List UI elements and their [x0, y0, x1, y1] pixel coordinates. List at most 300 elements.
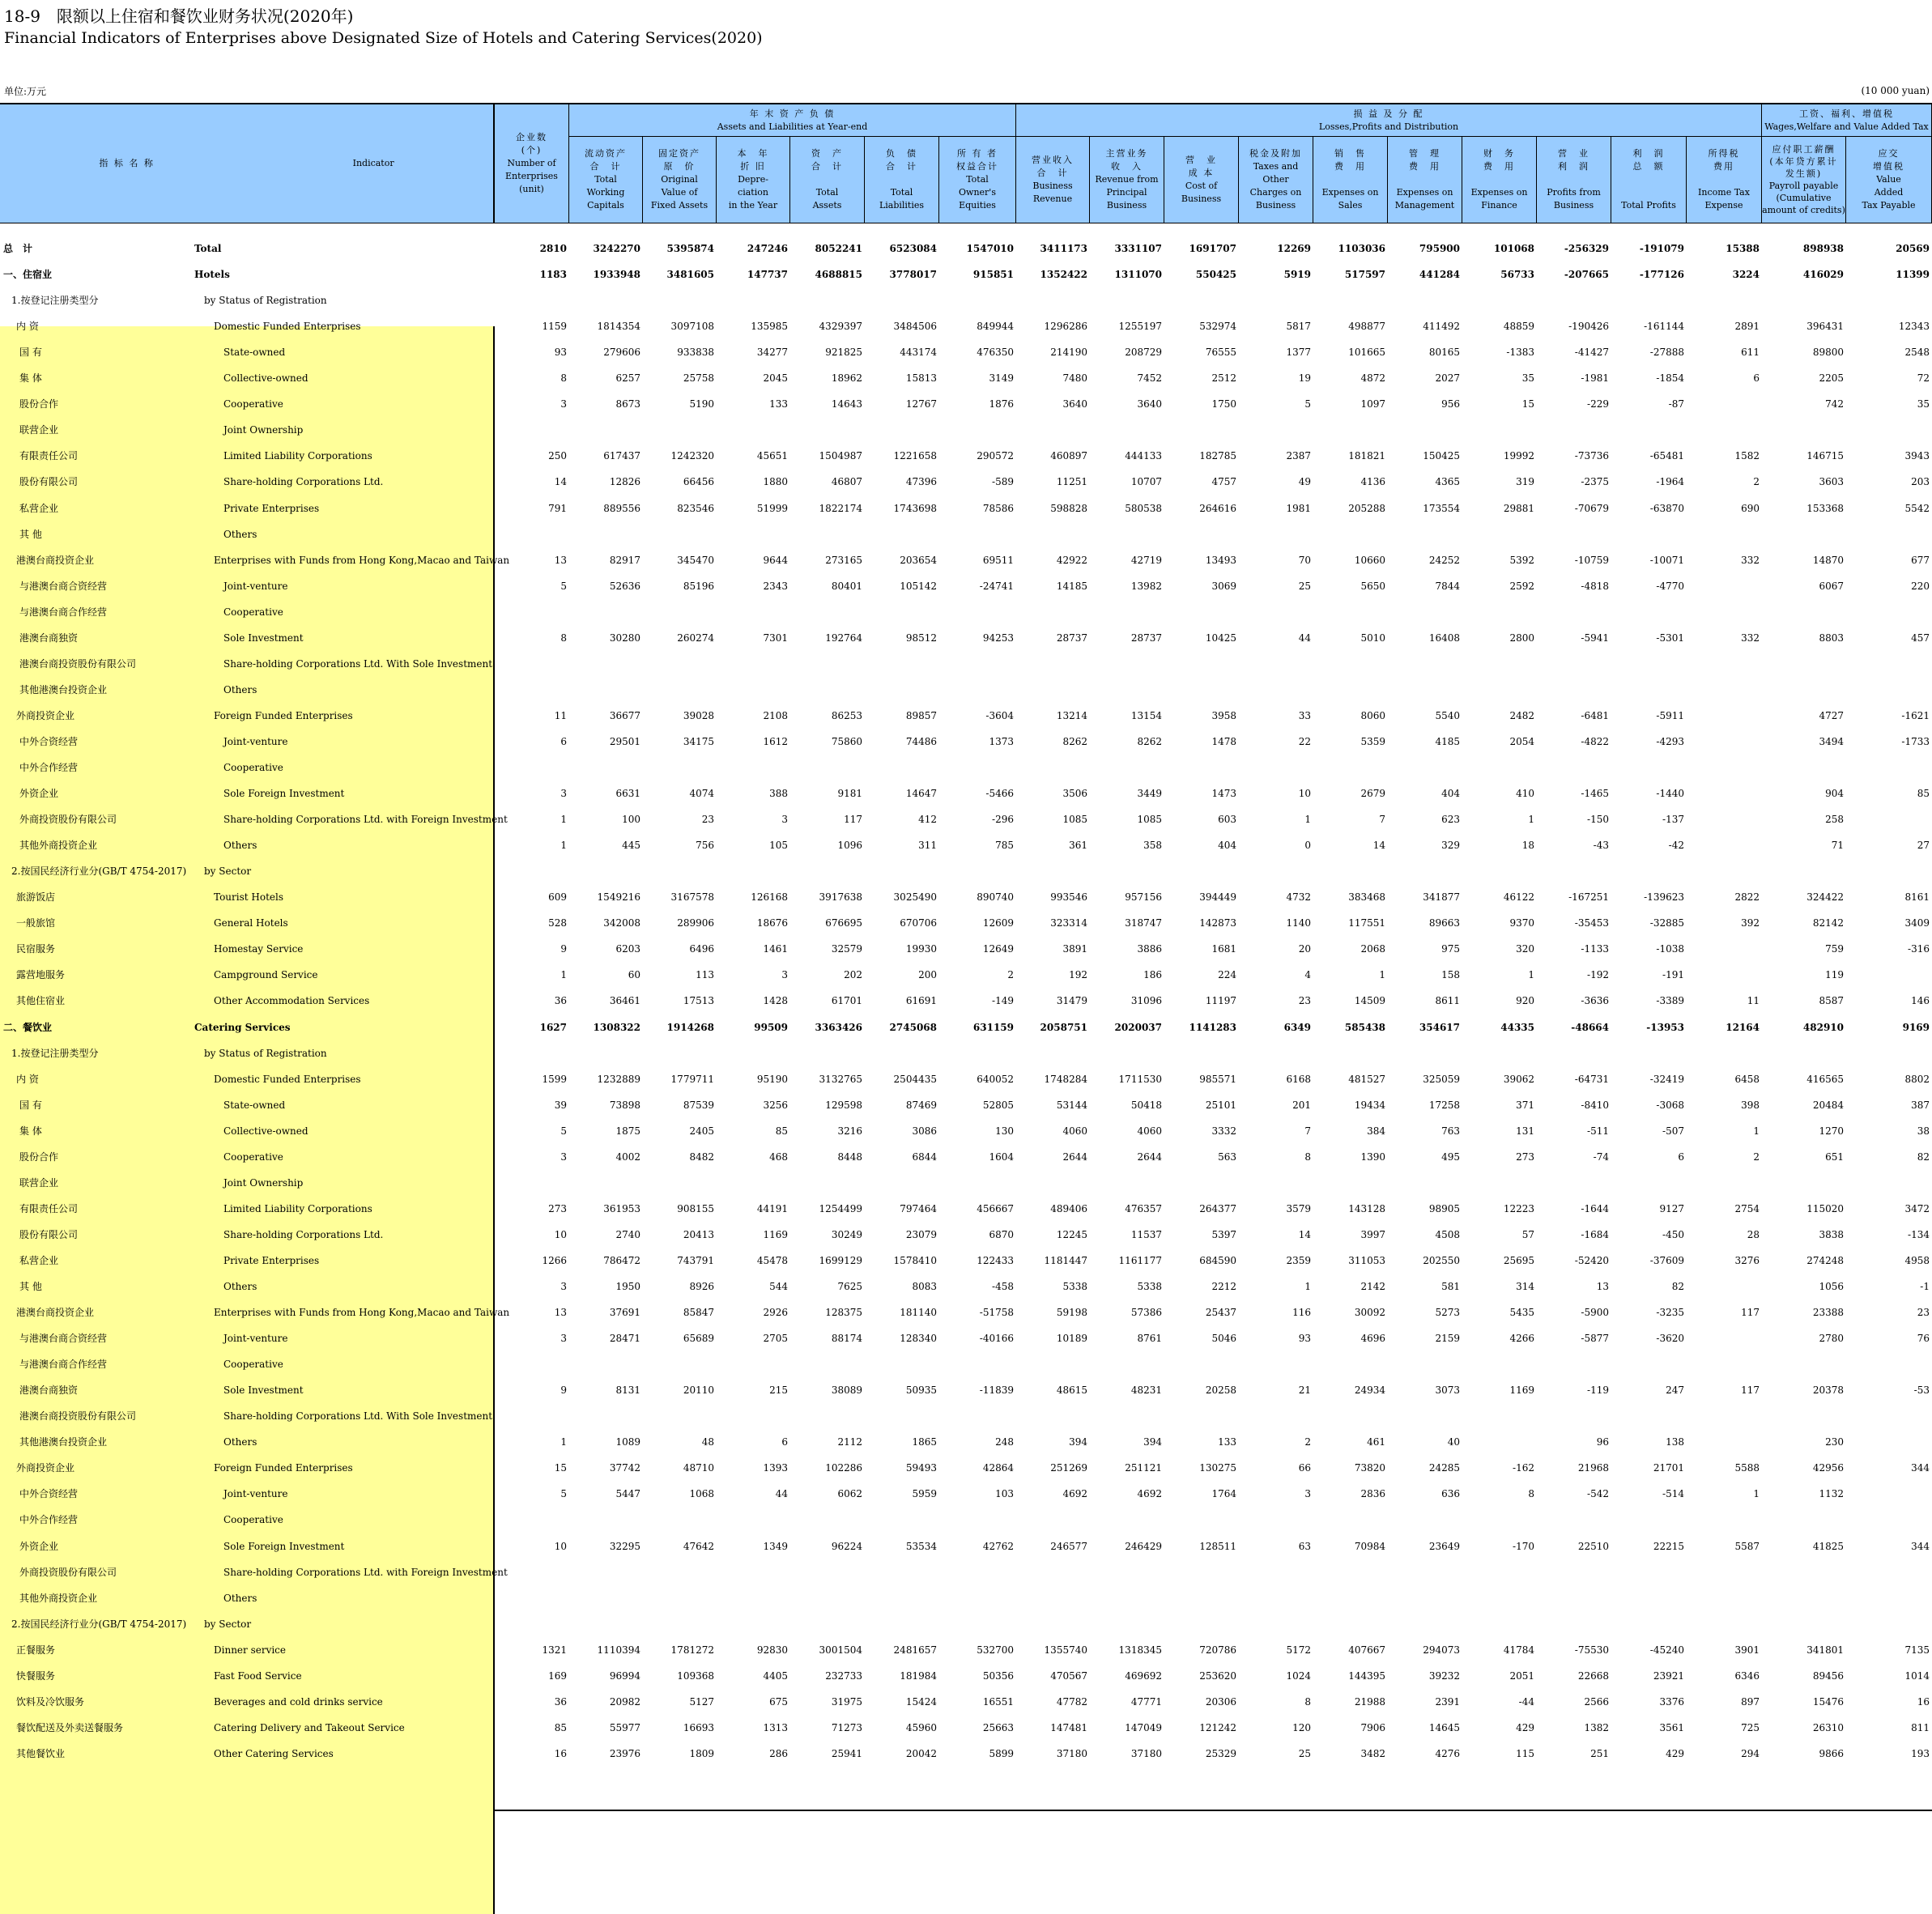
cell-col-11: 117551 — [1348, 917, 1385, 929]
unit-label-cn: 单位:万元 — [4, 86, 47, 97]
cell-col-1: 55977 — [609, 1721, 640, 1733]
indicator-header-cn: 指 标 名 称 — [99, 158, 155, 168]
cell-col-8: 469692 — [1125, 1669, 1162, 1682]
cell-col-6: 1373 — [989, 735, 1014, 747]
cell-col-15: -1440 — [1656, 788, 1684, 800]
cell-col-2: 85196 — [683, 580, 714, 592]
cell-col-8: 208729 — [1125, 347, 1162, 359]
cell-col-12: 411492 — [1423, 321, 1460, 333]
cell-col-7: 48615 — [1056, 1384, 1087, 1397]
cell-col-2: 17513 — [683, 995, 714, 1007]
row-label-cn: 内 资 — [16, 321, 39, 333]
cell-col-3: 126168 — [751, 891, 788, 904]
table-row — [0, 1403, 1932, 1429]
cell-col-15: 21701 — [1653, 1462, 1684, 1474]
table-row — [0, 755, 1932, 780]
row-label-en: Others — [223, 1436, 257, 1448]
cell-col-15: 9127 — [1659, 1202, 1684, 1214]
row-label-cn: 中外合资经营 — [19, 735, 79, 747]
cell-col-18: 20569 — [1896, 243, 1930, 254]
cell-col-9: 20258 — [1205, 1384, 1236, 1397]
cell-col-0: 5 — [560, 580, 567, 592]
cell-col-3: 6 — [781, 1436, 788, 1448]
cell-col-4: 129598 — [825, 1099, 862, 1111]
cell-col-1: 20982 — [609, 1695, 640, 1708]
cell-col-6: 94253 — [982, 632, 1014, 644]
cell-col-10: 5172 — [1286, 1644, 1311, 1656]
cell-col-9: 1764 — [1211, 1488, 1236, 1500]
cell-col-2: 756 — [696, 840, 714, 852]
cell-col-6: -3604 — [985, 709, 1014, 721]
row-label-en: Others — [223, 1281, 257, 1292]
cell-col-6: 103 — [995, 1488, 1014, 1500]
cell-col-9: 76555 — [1205, 347, 1236, 359]
row-label-cn: 港澳台商投资股份有限公司 — [19, 657, 137, 670]
cell-col-7: 7480 — [1062, 372, 1087, 385]
cell-col-3: 9644 — [763, 554, 788, 566]
cell-col-0: 11 — [554, 709, 567, 721]
cell-col-2: 908155 — [677, 1202, 714, 1214]
cell-col-7: 28737 — [1056, 632, 1087, 644]
cell-col-7: 1355740 — [1044, 1644, 1087, 1656]
cell-col-11: 2142 — [1360, 1281, 1385, 1292]
cell-col-9: 1141283 — [1189, 1021, 1236, 1033]
row-label-cn: 其他港澳台投资企业 — [19, 1436, 108, 1448]
cell-col-6: 915851 — [972, 269, 1014, 281]
column-header-9: 营 业 成 本 Cost of Business — [1164, 137, 1239, 223]
cell-col-16: 6 — [1753, 372, 1760, 385]
cell-col-5: 6844 — [912, 1151, 937, 1163]
cell-col-17: 3494 — [1819, 735, 1844, 747]
cell-col-3: 7301 — [763, 632, 788, 644]
cell-col-12: 5273 — [1435, 1307, 1460, 1319]
cell-col-16: 12164 — [1726, 1021, 1760, 1033]
cell-col-10: 44 — [1298, 632, 1311, 644]
row-label-cn: 与港澳台商合资经营 — [19, 1333, 108, 1345]
cell-col-5: 47396 — [905, 476, 937, 488]
cell-col-10: 201 — [1292, 1099, 1311, 1111]
cell-col-6: 456667 — [977, 1202, 1014, 1214]
cell-col-12: 4508 — [1435, 1228, 1460, 1240]
cell-col-17: 742 — [1825, 398, 1844, 410]
cell-col-15: -32885 — [1649, 917, 1684, 929]
cell-col-17: 396431 — [1806, 321, 1844, 333]
cell-col-6: 248 — [995, 1436, 1014, 1448]
cell-col-7: 4692 — [1062, 1488, 1087, 1500]
cell-col-18: 3409 — [1904, 917, 1930, 929]
cell-col-3: 3 — [781, 969, 788, 981]
cell-col-7: 47782 — [1056, 1695, 1087, 1708]
cell-col-3: 34277 — [756, 347, 788, 359]
cell-col-10: 0 — [1304, 840, 1311, 852]
cell-col-11: 7906 — [1360, 1721, 1385, 1733]
cell-col-1: 6203 — [615, 943, 640, 955]
cell-col-13: 2800 — [1509, 632, 1534, 644]
row-label-en: Share-holding Corporations Ltd. With Sole Investment — [223, 1410, 493, 1423]
cell-col-11: 585438 — [1344, 1021, 1385, 1033]
cell-col-1: 37691 — [609, 1307, 640, 1319]
cell-col-13: -162 — [1513, 1462, 1534, 1474]
row-label-cn: 股份合作 — [19, 1151, 59, 1163]
cell-col-6: 5899 — [989, 1747, 1014, 1759]
cell-col-15: 247 — [1666, 1384, 1684, 1397]
cell-col-0: 5 — [560, 1125, 567, 1137]
cell-col-17: 14870 — [1812, 554, 1844, 566]
cell-col-18: 8161 — [1904, 891, 1930, 904]
cell-col-11: 384 — [1367, 1125, 1385, 1137]
table-row — [0, 1559, 1932, 1585]
cell-col-7: 3891 — [1062, 943, 1087, 955]
cell-col-14: -75530 — [1574, 1644, 1609, 1656]
cell-col-1: 52636 — [609, 580, 640, 592]
cell-col-17: 3603 — [1819, 476, 1844, 488]
cell-col-7: 361 — [1069, 840, 1087, 852]
cell-col-14: -41427 — [1574, 347, 1609, 359]
row-label-cn: 总 计 — [3, 243, 33, 254]
row-label-cn: 股份合作 — [19, 398, 59, 410]
table-row — [0, 1196, 1932, 1222]
cell-col-7: 11251 — [1056, 476, 1087, 488]
row-label-en: Others — [223, 840, 257, 852]
cell-col-11: 181821 — [1348, 450, 1385, 462]
cell-col-5: 443174 — [900, 347, 937, 359]
cell-col-1: 3242270 — [593, 243, 640, 254]
cell-col-12: 4276 — [1435, 1747, 1460, 1759]
row-label-cn: 一、住宿业 — [3, 269, 53, 281]
cell-col-0: 1 — [560, 1436, 567, 1448]
cell-col-17: 8803 — [1819, 632, 1844, 644]
cell-col-5: 61691 — [905, 995, 937, 1007]
column-header-15: 利 润 总 额 Total Profits — [1611, 137, 1687, 223]
cell-col-12: 329 — [1441, 840, 1460, 852]
row-label-cn: 与港澳台商合作经营 — [19, 606, 108, 618]
cell-col-13: 57 — [1521, 1228, 1534, 1240]
cell-col-0: 1 — [560, 840, 567, 852]
row-label-cn: 其 他 — [19, 1281, 42, 1292]
cell-col-6: 476350 — [977, 347, 1014, 359]
cell-col-5: 3025490 — [893, 891, 937, 904]
cell-col-2: 823546 — [677, 502, 714, 514]
cell-col-17: 89800 — [1812, 347, 1844, 359]
cell-col-1: 12826 — [609, 476, 640, 488]
cell-col-11: 205288 — [1348, 502, 1385, 514]
cell-col-10: 49 — [1298, 476, 1311, 488]
cell-col-6: 890740 — [977, 891, 1014, 904]
cell-col-15: -3389 — [1656, 995, 1684, 1007]
cell-col-17: 146715 — [1806, 450, 1844, 462]
cell-col-13: 2051 — [1509, 1669, 1534, 1682]
cell-col-3: 1461 — [763, 943, 788, 955]
table-row — [0, 1663, 1932, 1689]
cell-col-18: 11399 — [1896, 269, 1930, 281]
table-row — [0, 703, 1932, 729]
cell-col-6: -296 — [992, 814, 1014, 826]
cell-col-13: 314 — [1516, 1281, 1534, 1292]
cell-col-8: 1161177 — [1118, 1254, 1162, 1266]
column-header-1: 流动资产 合 计 Total Working Capitals — [569, 137, 643, 223]
row-label-en: Foreign Funded Enterprises — [214, 709, 353, 721]
cell-col-1: 36461 — [609, 995, 640, 1007]
cell-col-12: 4365 — [1435, 476, 1460, 488]
cell-col-8: 7452 — [1137, 372, 1162, 385]
row-label-cn: 其他外商投资企业 — [19, 1592, 98, 1604]
cell-col-7: 470567 — [1050, 1669, 1087, 1682]
cell-col-12: 341877 — [1423, 891, 1460, 904]
cell-col-3: 1880 — [763, 476, 788, 488]
cell-col-5: 181984 — [900, 1669, 937, 1682]
row-label-cn: 股份有限公司 — [19, 1228, 79, 1240]
cell-col-6: 1604 — [989, 1151, 1014, 1163]
cell-col-16: 5588 — [1734, 1462, 1760, 1474]
cell-col-15: -1964 — [1656, 476, 1684, 488]
table-row — [0, 832, 1932, 858]
cell-col-16: 2891 — [1734, 321, 1760, 333]
indicator-header — [0, 104, 495, 223]
table-row — [0, 417, 1932, 443]
table-row — [0, 236, 1932, 262]
cell-col-5: 181140 — [900, 1307, 937, 1319]
cell-col-10: 1981 — [1286, 502, 1311, 514]
table-row — [0, 1585, 1932, 1611]
cell-col-17: 1056 — [1819, 1281, 1844, 1292]
cell-col-0: 3 — [560, 788, 567, 800]
cell-col-7: 3640 — [1062, 398, 1087, 410]
cell-col-7: 10189 — [1056, 1333, 1087, 1345]
cell-col-0: 528 — [548, 917, 567, 929]
cell-col-2: 16693 — [683, 1721, 714, 1733]
cell-col-11: 3482 — [1360, 1747, 1385, 1759]
cell-col-17: 41825 — [1812, 1540, 1844, 1552]
cell-col-13: 5435 — [1509, 1307, 1534, 1319]
cell-col-9: 128511 — [1199, 1540, 1236, 1552]
cell-col-9: 985571 — [1199, 1073, 1236, 1085]
cell-col-18: -53 — [1913, 1384, 1930, 1397]
cell-col-15: -32419 — [1649, 1073, 1684, 1085]
cell-col-18: 85 — [1917, 788, 1930, 800]
cell-col-10: 3579 — [1286, 1202, 1311, 1214]
row-label-cn: 外商投资股份有限公司 — [19, 1566, 117, 1578]
cell-col-2: 3167578 — [670, 891, 714, 904]
cell-col-9: 25329 — [1205, 1747, 1236, 1759]
table-row — [0, 1689, 1932, 1715]
cell-col-10: 23 — [1298, 995, 1311, 1007]
cell-col-7: 251269 — [1050, 1462, 1087, 1474]
cell-col-17: 20378 — [1812, 1384, 1844, 1397]
cell-col-7: 598828 — [1050, 502, 1087, 514]
row-label-en: General Hotels — [214, 917, 288, 929]
table-row — [0, 339, 1932, 365]
cell-col-13: 46122 — [1503, 891, 1534, 904]
cell-col-2: 1779711 — [670, 1073, 714, 1085]
cell-col-1: 1950 — [615, 1281, 640, 1292]
cell-col-15: -139623 — [1644, 891, 1684, 904]
cell-col-7: 14185 — [1056, 580, 1087, 592]
cell-col-5: 5959 — [912, 1488, 937, 1500]
cell-col-6: 69511 — [982, 554, 1014, 566]
cell-col-11: 4136 — [1360, 476, 1385, 488]
row-label-en: Other Accommodation Services — [214, 995, 370, 1007]
column-header-14: 营 业 利 润 Profits from Business — [1537, 137, 1611, 223]
cell-col-7: 246577 — [1050, 1540, 1087, 1552]
cell-col-1: 1814354 — [597, 321, 640, 333]
cell-col-15: -13953 — [1646, 1021, 1684, 1033]
cell-col-12: 24252 — [1428, 554, 1460, 566]
cell-col-13: 12223 — [1503, 1202, 1534, 1214]
cell-col-16: 28 — [1747, 1228, 1760, 1240]
cell-col-9: 684590 — [1199, 1254, 1236, 1266]
cell-col-14: -1684 — [1581, 1228, 1609, 1240]
cell-col-8: 10707 — [1130, 476, 1162, 488]
cell-col-13: 25695 — [1503, 1254, 1534, 1266]
cell-col-5: 98512 — [905, 632, 937, 644]
cell-col-18: 457 — [1911, 632, 1930, 644]
cell-col-17: 2205 — [1819, 372, 1844, 385]
cell-col-14: -4818 — [1581, 580, 1609, 592]
cell-col-2: 4074 — [689, 788, 714, 800]
cell-col-3: 3 — [781, 814, 788, 826]
cell-col-7: 1296286 — [1044, 321, 1087, 333]
cell-col-10: 2387 — [1286, 450, 1311, 462]
cell-col-14: -74 — [1593, 1151, 1609, 1163]
cell-col-2: 933838 — [677, 347, 714, 359]
column-header-7: 营业收入 合 计 Business Revenue — [1016, 137, 1090, 223]
cell-col-12: 24285 — [1428, 1462, 1460, 1474]
cell-col-6: 1547010 — [966, 243, 1014, 254]
cell-col-16: 897 — [1741, 1695, 1760, 1708]
cell-col-6: 16551 — [982, 1695, 1014, 1708]
row-label-en: Campground Service — [214, 969, 318, 981]
cell-col-12: 80165 — [1428, 347, 1460, 359]
cell-col-18: 38 — [1917, 1125, 1930, 1137]
cell-col-18: 82 — [1917, 1151, 1930, 1163]
cell-col-17: 759 — [1825, 943, 1844, 955]
cell-col-10: 22 — [1298, 735, 1311, 747]
row-label-cn: 外资企业 — [19, 788, 59, 800]
cell-col-15: -45240 — [1649, 1644, 1684, 1656]
cell-col-4: 3001504 — [819, 1644, 862, 1656]
cell-col-12: 173554 — [1423, 502, 1460, 514]
cell-col-0: 3 — [560, 1333, 567, 1345]
cell-col-0: 1266 — [542, 1254, 567, 1266]
row-label-cn: 港澳台商独资 — [19, 1384, 79, 1397]
cell-col-13: 920 — [1516, 995, 1534, 1007]
cell-col-14: 2566 — [1584, 1695, 1609, 1708]
cell-col-2: 85847 — [683, 1307, 714, 1319]
cell-col-11: 481527 — [1348, 1073, 1385, 1085]
cell-col-9: 3332 — [1211, 1125, 1236, 1137]
cell-col-12: 581 — [1441, 1281, 1460, 1292]
cell-col-14: -1981 — [1581, 372, 1609, 385]
cell-col-17: 26310 — [1812, 1721, 1844, 1733]
cell-col-11: 144395 — [1348, 1669, 1385, 1682]
table-row — [0, 1741, 1932, 1767]
cell-col-3: 4405 — [763, 1669, 788, 1682]
cell-col-6: -24741 — [979, 580, 1014, 592]
cell-col-6: 290572 — [977, 450, 1014, 462]
row-label-en: Share-holding Corporations Ltd. with Foreign Investment — [223, 1566, 508, 1578]
cell-col-9: 264377 — [1199, 1202, 1236, 1214]
row-label-en: Enterprises with Funds from Hong Kong,Macao and Taiwan — [214, 1307, 510, 1319]
cell-col-18: 4958 — [1904, 1254, 1930, 1266]
cell-col-13: 371 — [1516, 1099, 1534, 1111]
cell-col-8: 31096 — [1130, 995, 1162, 1007]
cell-col-4: 128375 — [825, 1307, 862, 1319]
cell-col-12: 354617 — [1419, 1021, 1460, 1033]
cell-col-5: 2504435 — [893, 1073, 937, 1085]
cell-col-8: 48231 — [1130, 1384, 1162, 1397]
cell-col-9: 603 — [1218, 814, 1236, 826]
cell-col-16: 398 — [1741, 1099, 1760, 1111]
cell-col-14: -6481 — [1581, 709, 1609, 721]
row-label-en: Fast Food Service — [214, 1669, 302, 1682]
cell-col-18: 3943 — [1904, 450, 1930, 462]
cell-col-1: 28471 — [609, 1333, 640, 1345]
cell-col-5: 23079 — [905, 1228, 937, 1240]
cell-col-3: 2705 — [763, 1333, 788, 1345]
cell-col-6: 122433 — [977, 1254, 1014, 1266]
cell-col-13: 29881 — [1503, 502, 1534, 514]
cell-col-6: -458 — [992, 1281, 1014, 1292]
column-header-2: 固定资产 原 价 Original Value of Fixed Assets — [643, 137, 717, 223]
cell-col-11: 1 — [1379, 969, 1385, 981]
table-row — [0, 1533, 1932, 1559]
cell-col-2: 5395874 — [666, 243, 714, 254]
cell-col-17: 3838 — [1819, 1228, 1844, 1240]
row-label-en: Private Enterprises — [223, 1254, 320, 1266]
cell-col-17: 416029 — [1802, 269, 1844, 281]
cell-col-18: 72 — [1917, 372, 1930, 385]
cell-col-9: 142873 — [1199, 917, 1236, 929]
cell-col-8: 47771 — [1130, 1695, 1162, 1708]
cell-col-1: 30280 — [609, 632, 640, 644]
cell-col-7: 2058751 — [1040, 1021, 1087, 1033]
cell-col-8: 4692 — [1137, 1488, 1162, 1500]
row-label-cn: 与港澳台商合作经营 — [19, 1359, 108, 1371]
cell-col-8: 1711530 — [1118, 1073, 1162, 1085]
cell-col-11: 14509 — [1354, 995, 1385, 1007]
cell-col-13: 410 — [1516, 788, 1534, 800]
cell-col-4: 80401 — [831, 580, 862, 592]
row-label-en: State-owned — [223, 347, 286, 359]
row-label-en: by Sector — [204, 866, 252, 878]
table-row — [0, 1118, 1932, 1144]
cell-col-0: 1321 — [542, 1644, 567, 1656]
cell-col-2: 1914268 — [666, 1021, 714, 1033]
cell-col-2: 87539 — [683, 1099, 714, 1111]
cell-col-13: 101068 — [1493, 243, 1534, 254]
cell-col-3: 247246 — [747, 243, 788, 254]
cell-col-17: 1132 — [1819, 1488, 1844, 1500]
cell-col-0: 1599 — [542, 1073, 567, 1085]
cell-col-1: 617437 — [603, 450, 640, 462]
cell-col-12: 636 — [1441, 1488, 1460, 1500]
table-row — [0, 1040, 1932, 1066]
cell-col-5: 797464 — [900, 1202, 937, 1214]
cell-col-8: 13982 — [1130, 580, 1162, 592]
cell-col-9: 2512 — [1211, 372, 1236, 385]
row-label-cn: 饮料及冷饮服务 — [16, 1695, 85, 1708]
cell-col-8: 957156 — [1125, 891, 1162, 904]
cell-col-18: -1621 — [1901, 709, 1930, 721]
cell-col-5: 45960 — [905, 1721, 937, 1733]
cell-col-6: -149 — [992, 995, 1014, 1007]
cell-col-1: 361953 — [603, 1202, 640, 1214]
cell-col-14: -1644 — [1581, 1202, 1609, 1214]
cell-col-1: 1875 — [615, 1125, 640, 1137]
cell-col-8: 37180 — [1130, 1747, 1162, 1759]
cell-col-7: 3506 — [1062, 788, 1087, 800]
cell-col-3: 85 — [775, 1125, 788, 1137]
